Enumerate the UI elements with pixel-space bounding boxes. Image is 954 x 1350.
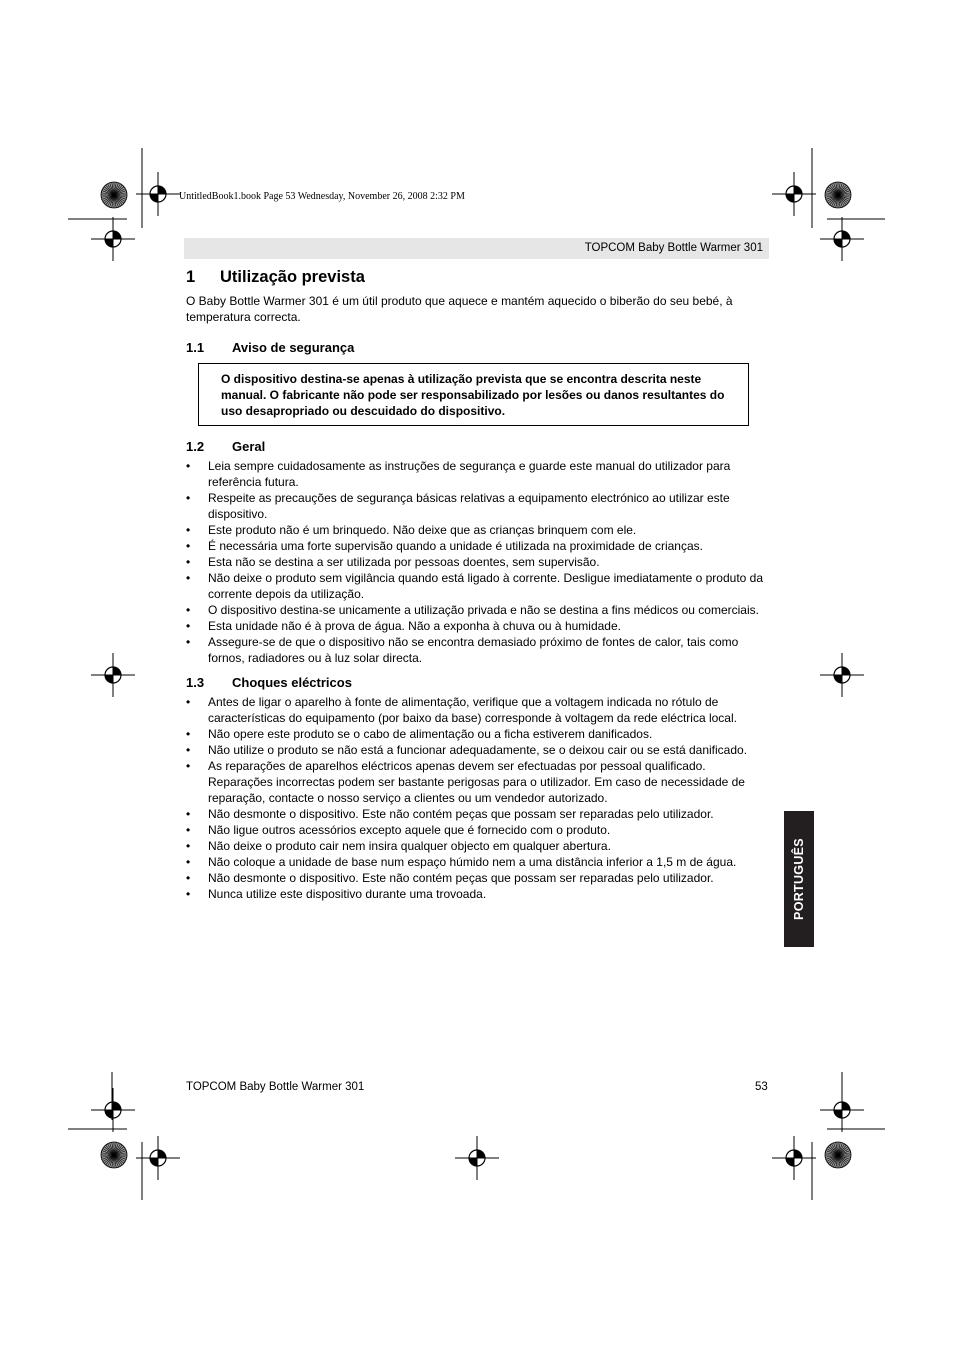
print-info-line: UntitledBook1.book Page 53 Wednesday, November 26, 2008 2:32 PM — [179, 191, 465, 202]
registration-mark-icon — [91, 217, 135, 261]
list-item: • O dispositivo destina-se unicamente a utilização privada e não se destina a fins médicos ou comerciais. — [186, 602, 770, 618]
list-item: • Este produto não é um brinquedo. Não deixe que as crianças brinquem com ele. — [186, 522, 770, 538]
section-title: Choques eléctricos — [232, 675, 352, 690]
section-title: Geral — [232, 439, 266, 454]
list-item: • Não opere este produto se o cabo de alimentação ou a ficha estiverem danificados. — [186, 726, 770, 742]
list-item: • Não utilize o produto se não está a funcionar adequadamente, se o deixou cair ou se está danificado. — [186, 742, 770, 758]
section-heading-1 — [186, 268, 770, 287]
list-item: • Respeite as precauções de segurança básicas relativas a equipamento electrónico ao utilizar este dispositivo. — [186, 490, 770, 522]
section-heading-1-2 — [186, 439, 770, 454]
registration-mark-icon — [772, 172, 816, 216]
list-item: • Antes de ligar o aparelho à fonte de alimentação, verifique que a voltagem indicada no rótulo de características do equipamento (por baixo da base) corresponde à voltagem da rede eléctrica local. — [186, 694, 770, 726]
starburst-mark-icon — [825, 1142, 851, 1168]
section-number: 1.3 — [186, 675, 205, 690]
general-list — [186, 458, 770, 666]
list-item: • Esta não se destina a ser utilizada por pessoas doentes, sem supervisão. — [186, 554, 770, 570]
list-item: • Não coloque a unidade de base num espaço húmido nem a uma distância inferior a 1,5 m de água. — [186, 854, 770, 870]
intro-paragraph: O Baby Bottle Warmer 301 é um útil produto que aquece e mantém aquecido o biberão do seu bebé, à temperatura correcta. — [186, 294, 733, 324]
list-item: • Leia sempre cuidadosamente as instruções de segurança e guarde este manual do utilizador para referência futura. — [186, 458, 770, 490]
footer-title: TOPCOM Baby Bottle Warmer 301 — [186, 1081, 365, 1093]
list-item: • Nunca utilize este dispositivo durante uma trovoada. — [186, 886, 770, 902]
header-title: TOPCOM Baby Bottle Warmer 301 — [584, 242, 763, 254]
list-item: • Esta unidade não é à prova de água. Não a exponha à chuva ou à humidade. — [186, 618, 770, 634]
running-header — [184, 238, 769, 259]
list-item: • Não desmonte o dispositivo. Este não contém peças que possam ser reparadas pelo utilizador. — [186, 870, 770, 886]
list-item: • As reparações de aparelhos eléctricos apenas devem ser efectuadas por pessoal qualificado. Reparações incorrectas podem ser bastante perigosas para o utilizador. Em caso de necessidade de reparação, contacte o nosso serviço a clientes ou um vendedor autorizado. — [186, 758, 770, 806]
registration-mark-icon — [820, 217, 864, 261]
registration-mark-icon — [820, 1088, 864, 1132]
electric-shock-list — [186, 694, 770, 902]
page-number: 53 — [755, 1081, 768, 1093]
registration-mark-icon — [820, 653, 864, 697]
section-heading-1-1 — [186, 340, 770, 355]
list-item: • Não ligue outros acessórios excepto aquele que é fornecido com o produto. — [186, 822, 770, 838]
list-item: • Não deixe o produto cair nem insira qualquer objecto em qualquer abertura. — [186, 838, 770, 854]
registration-mark-icon — [136, 1136, 180, 1180]
list-item: • Não desmonte o dispositivo. Este não contém peças que possam ser reparadas pelo utilizador. — [186, 806, 770, 822]
section-heading-1-3 — [186, 675, 770, 690]
section-title: Utilização prevista — [220, 268, 365, 286]
language-tab — [784, 811, 814, 947]
registration-mark-icon — [455, 1136, 499, 1180]
list-item: • Assegure-se de que o dispositivo não se encontra demasiado próximo de fontes de calor, tais como fornos, radiadores ou à luz solar directa. — [186, 634, 770, 666]
main-content — [186, 268, 770, 902]
language-tab-label: PORTUGUÊS — [792, 838, 806, 920]
section-title: Aviso de segurança — [232, 340, 355, 355]
section-number: 1.2 — [186, 439, 205, 454]
list-item: • É necessária uma forte supervisão quando a unidade é utilizada na proximidade de crianças. — [186, 538, 770, 554]
starburst-mark-icon — [825, 182, 851, 208]
registration-mark-icon — [91, 653, 135, 697]
safety-warning-box: O dispositivo destina-se apenas à utilização prevista que se encontra descrita neste manual. O fabricante não pode ser responsabilizado por lesões ou danos resultantes do uso desapropriado ou descuidado do dispositivo. — [198, 363, 749, 426]
registration-mark-icon — [91, 1088, 135, 1132]
registration-mark-icon — [136, 172, 180, 216]
starburst-mark-icon — [101, 1142, 127, 1168]
list-item: • Não deixe o produto sem vigilância quando está ligado à corrente. Desligue imediatamente o produto da corrente depois da utilização. — [186, 570, 770, 602]
section-number: 1 — [186, 268, 196, 286]
starburst-mark-icon — [101, 182, 127, 208]
section-number: 1.1 — [186, 340, 205, 355]
registration-mark-icon — [772, 1136, 816, 1180]
